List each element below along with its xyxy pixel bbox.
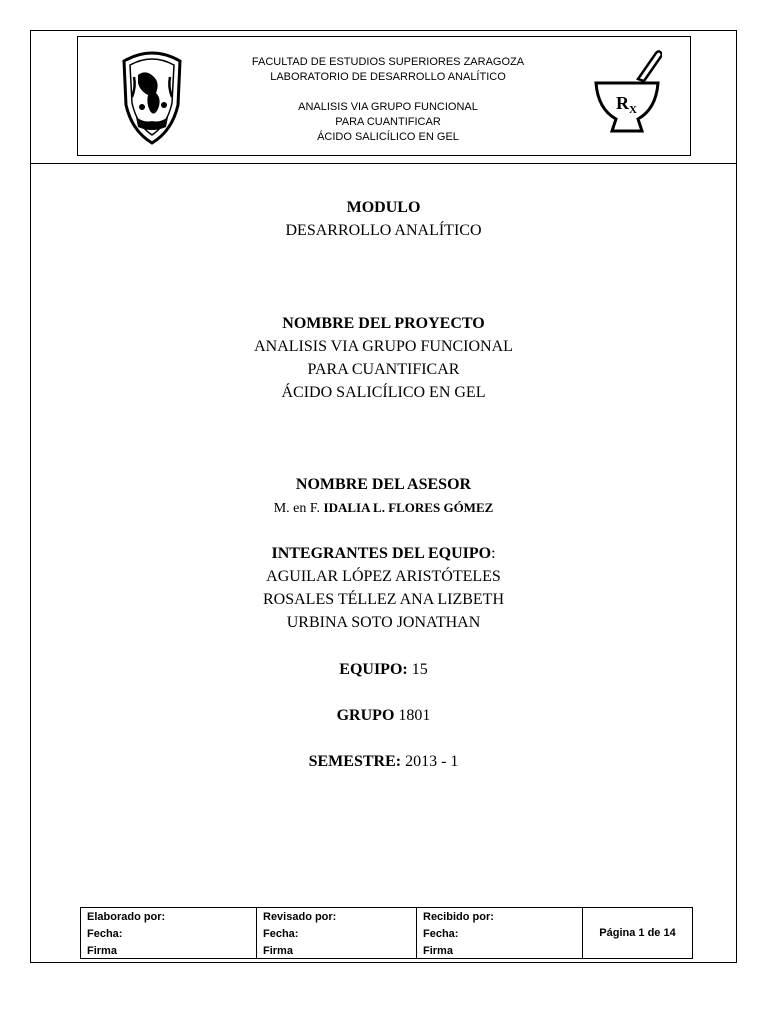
modulo-section [30,196,737,242]
proyecto-line3: ÁCIDO SALICÍLICO EN GEL [281,384,486,401]
footer-fecha-label: Fecha: [87,928,123,940]
header-faculty: FACULTAD DE ESTUDIOS SUPERIORES ZARAGOZA [251,56,525,68]
semestre-value: 2013 - 1 [405,753,459,770]
grupo-label: GRUPO [336,707,395,724]
proyecto-section [30,312,737,404]
footer-revisado-cell [257,908,417,958]
footer-revisado-label: Revisado por: [263,911,337,923]
grupo-value: 1801 [398,707,431,724]
asesor-prefix: M. en F. [273,501,321,516]
modulo-value: DESARROLLO ANALÍTICO [285,222,482,239]
equipo-value: 15 [411,661,428,678]
page-number: Página 1 de 14 [599,926,676,939]
asesor-name-line [30,496,737,520]
header-title-line1: ANALISIS VIA GRUPO FUNCIONAL [298,101,478,113]
equipo-label: EQUIPO: [339,661,408,678]
footer-table [80,907,693,959]
proyecto-label: NOMBRE DEL PROYECTO [282,315,485,332]
asesor-name: IDALIA L. FLORES GÓMEZ [323,500,494,515]
modulo-label: MODULO [346,199,421,216]
grupo-section [30,704,737,727]
integrantes-label: INTEGRANTES DEL EQUIPO [271,545,492,562]
footer-elaborado-cell [81,908,257,958]
integrantes-heading: INTEGRANTES DEL EQUIPO: [271,545,496,562]
asesor-section [30,473,737,520]
proyecto-line1: ANALISIS VIA GRUPO FUNCIONAL [254,338,513,355]
proyecto-line2: PARA CUANTIFICAR [307,361,460,378]
equipo-section [30,658,737,681]
footer-firma-label: Firma [423,945,453,957]
integrante-2: ROSALES TÉLLEZ ANA LIZBETH [262,591,505,608]
footer-fecha-label: Fecha: [263,928,299,940]
semestre-section [30,750,737,773]
svg-text:R: R [616,93,629,113]
footer-page-cell [583,908,692,958]
integrantes-section [30,542,737,634]
integrante-1: AGUILAR LÓPEZ ARISTÓTELES [266,568,501,585]
asesor-label: NOMBRE DEL ASESOR [295,476,472,493]
header-title-line2: PARA CUANTIFICAR [335,116,441,128]
header-divider [30,163,737,164]
mortar-pestle-rx-icon [592,47,662,133]
svg-text:X: X [629,104,637,116]
unam-seal-icon [116,47,188,147]
semestre-label: SEMESTRE: [308,753,402,770]
header-title-line3: ÁCIDO SALICÍLICO EN GEL [317,131,459,143]
integrante-3: URBINA SOTO JONATHAN [286,614,481,631]
footer-fecha-label: Fecha: [423,928,459,940]
footer-firma-label: Firma [87,945,117,957]
footer-recibido-label: Recibido por: [423,911,494,923]
footer-firma-label: Firma [263,945,293,957]
footer-recibido-cell [417,908,583,958]
header-box [77,36,691,156]
footer-elaborado-label: Elaborado por: [87,911,166,923]
header-laboratory: LABORATORIO DE DESARROLLO ANALÍTICO [270,71,506,83]
header-text [238,55,538,145]
